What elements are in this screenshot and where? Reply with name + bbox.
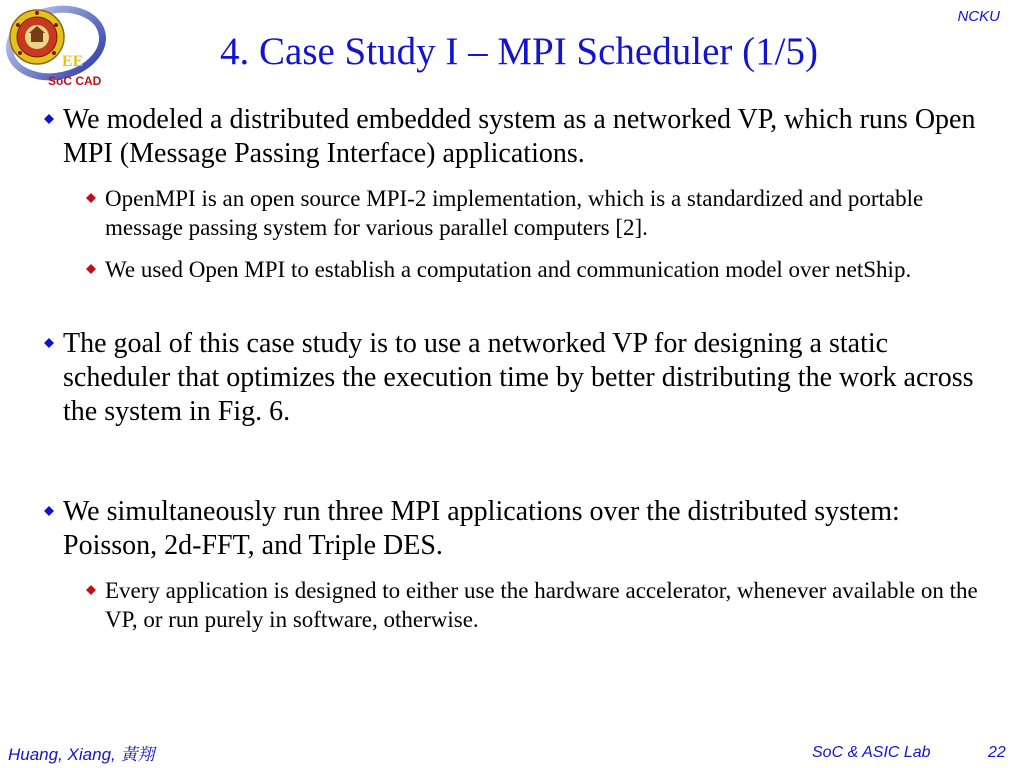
logo-department-text: EE: [62, 53, 84, 70]
bullet-item: [44, 495, 994, 563]
sub-bullet-text: We used Open MPI to establish a computation and communication model over netShip.: [105, 257, 912, 282]
bullet-item: [44, 103, 994, 171]
bullet-text: We modeled a distributed embedded system as a networked VP, which runs Open MPI (Message Passing Interface) applications.: [63, 104, 976, 169]
bullet-item: [44, 327, 994, 429]
sub-bullet-text: OpenMPI is an open source MPI-2 implementation, which is a standardized and portable message passing system for various parallel computers [2].: [105, 186, 924, 240]
slide-title: 4. Case Study I – MPI Scheduler (1/5): [220, 30, 818, 73]
sub-bullet-text: Every application is designed to either use the hardware accelerator, whenever available on the VP, or run purely in software, otherwise.: [105, 578, 978, 632]
diamond-bullet-icon: [86, 264, 96, 274]
footer-author: Huang, Xiang, 黃翔: [8, 745, 155, 764]
diamond-bullet-icon: [44, 114, 54, 124]
sub-bullet-item: [86, 576, 986, 634]
diamond-bullet-icon: [86, 585, 96, 595]
diamond-bullet-icon: [44, 338, 54, 348]
page-number: 22: [988, 744, 1006, 761]
org-label: NCKU: [957, 8, 1000, 25]
diamond-bullet-icon: [44, 506, 54, 516]
footer-lab: SoC & ASIC Lab: [812, 744, 931, 761]
bullet-text: The goal of this case study is to use a networked VP for designing a static scheduler that optimizes the execution time by better distributing the work across the system in Fig. 6.: [63, 328, 974, 427]
diamond-bullet-icon: [86, 193, 96, 203]
bullet-text: We simultaneously run three MPI applications over the distributed system: Poisson, 2d-FFT, and Triple DES.: [63, 496, 900, 561]
logo-lab-text: SoC CAD: [48, 74, 102, 88]
sub-bullet-item: [86, 255, 986, 284]
sub-bullet-item: [86, 184, 986, 242]
